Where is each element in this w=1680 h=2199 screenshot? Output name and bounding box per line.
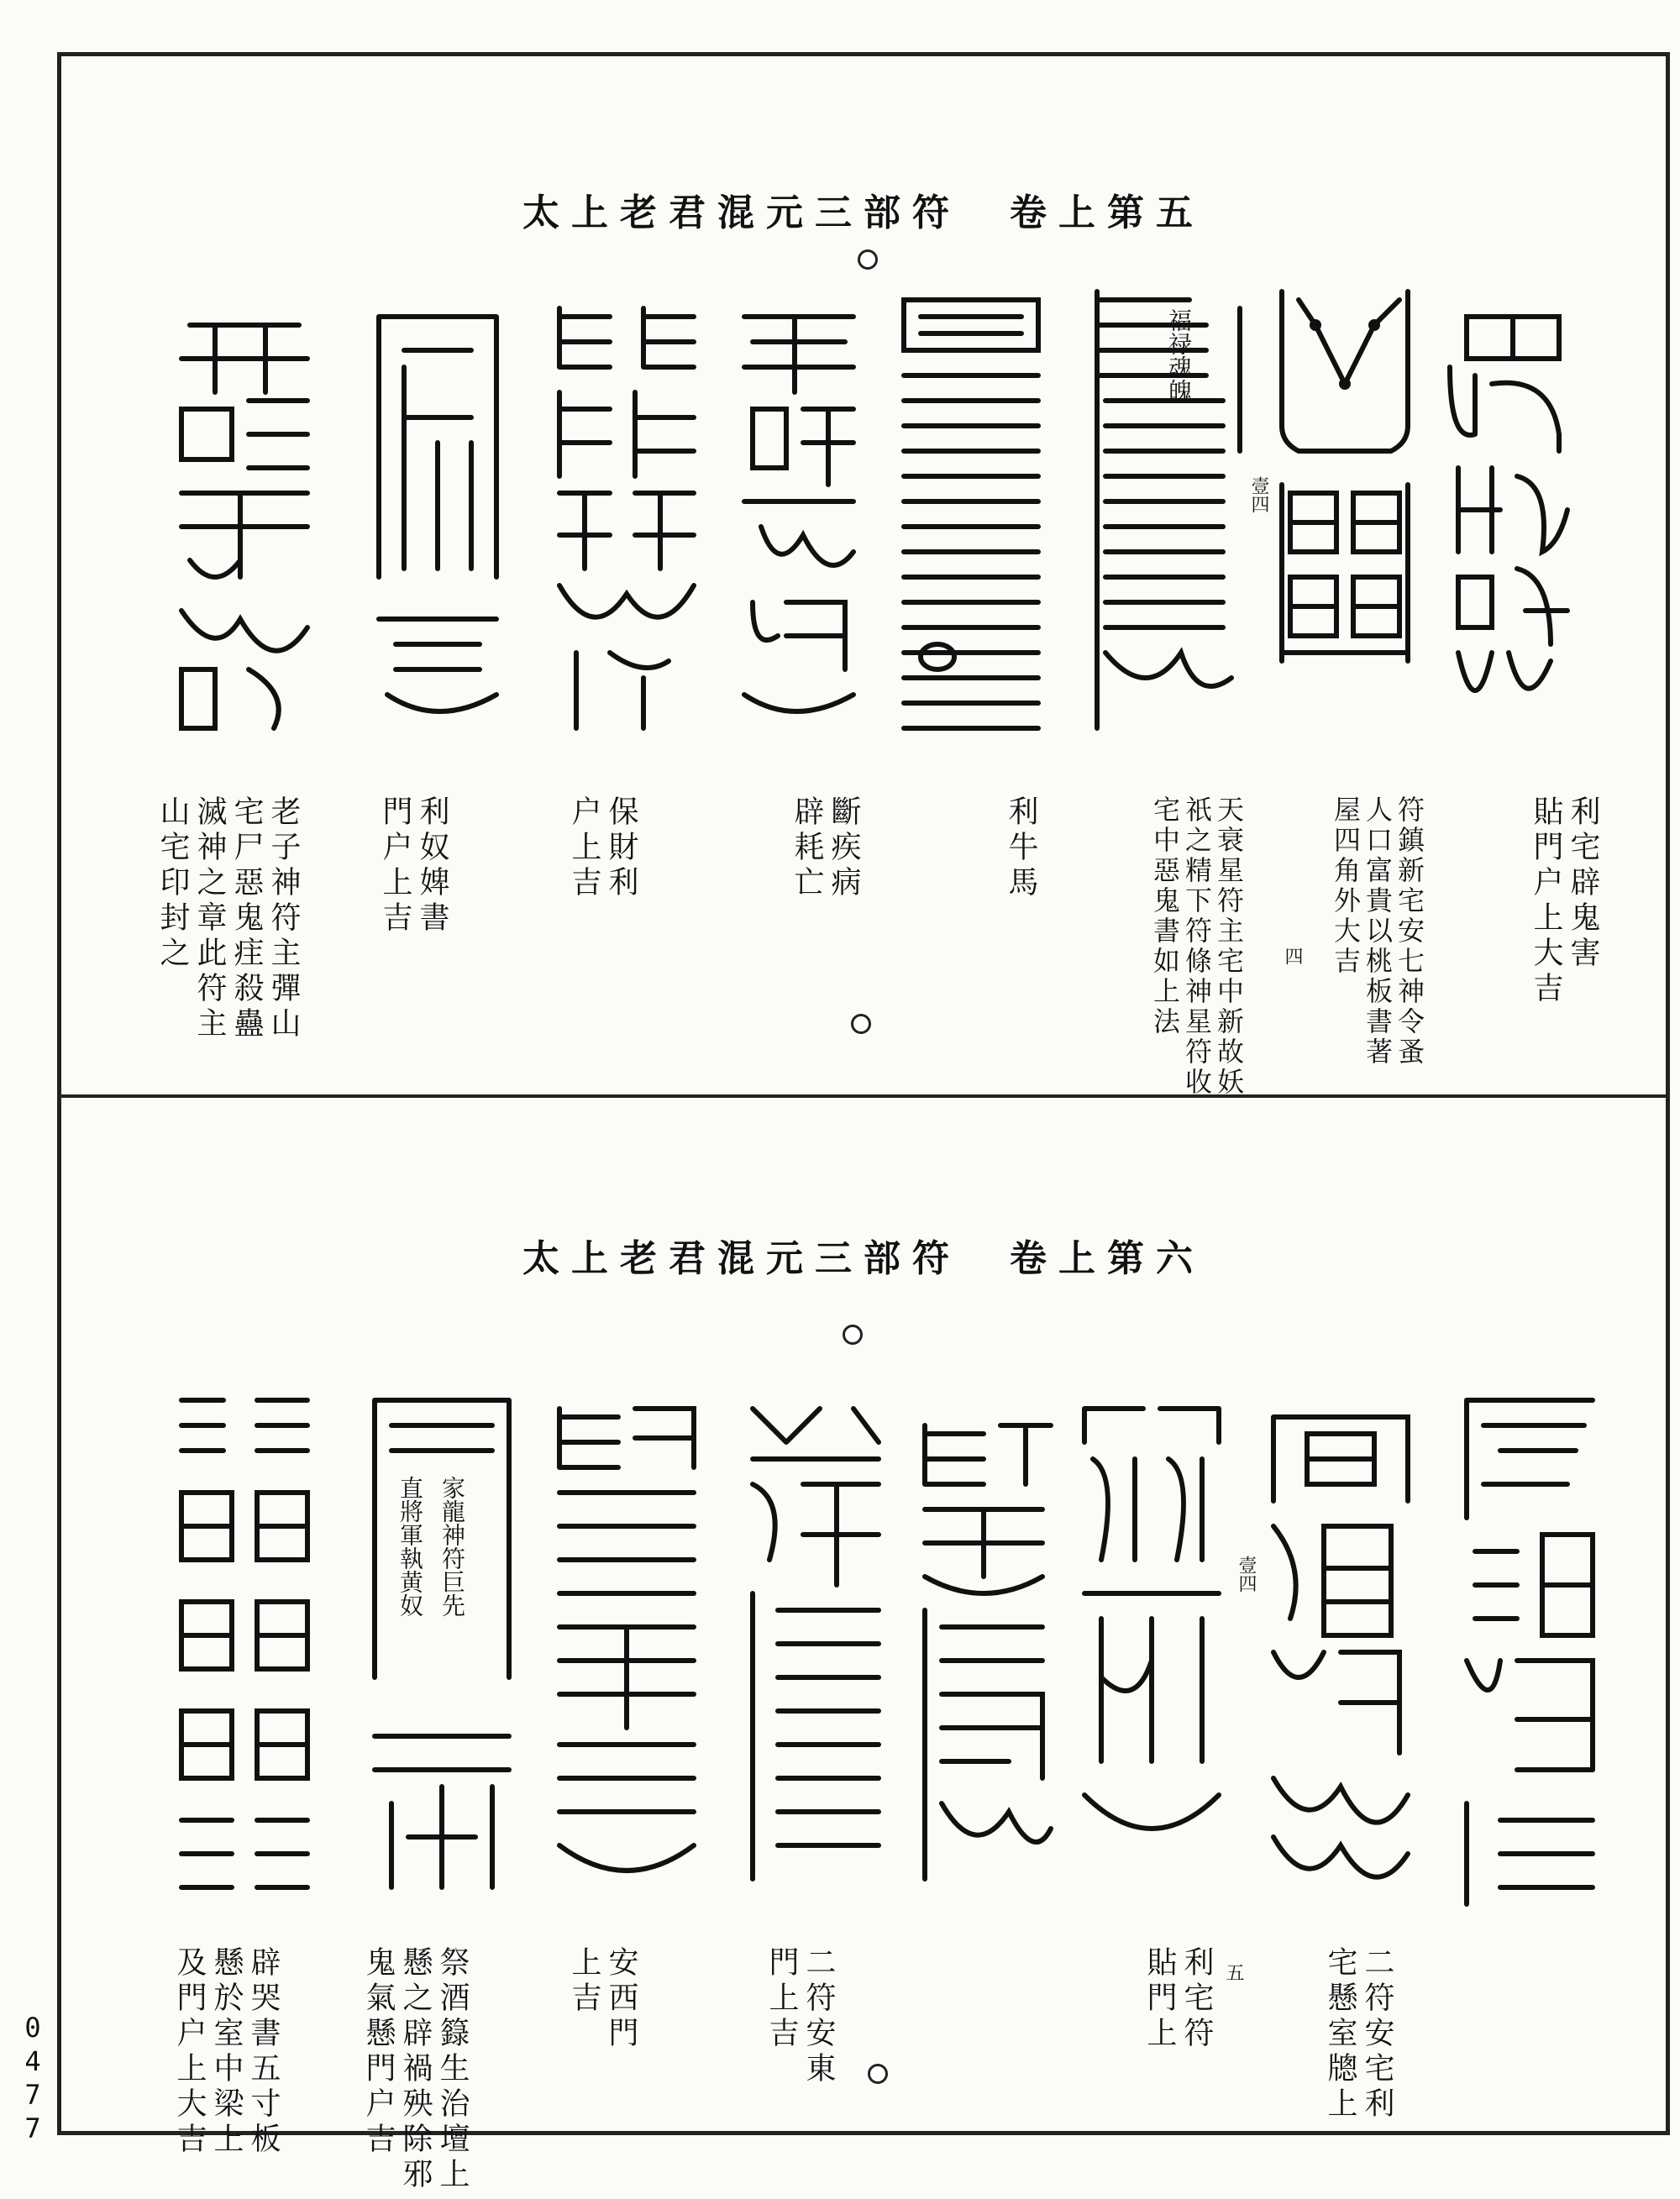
talisman-4 xyxy=(885,283,1055,753)
talisman-b5 xyxy=(733,1392,895,1904)
talisman-7 xyxy=(360,300,513,737)
bottom-page-panel xyxy=(61,1098,1666,2193)
bottom-caption-3: 二符安東 門上吉 xyxy=(764,1946,836,2087)
top-caption-1: 利宅辟鬼害 貼門户上大吉 xyxy=(1529,795,1600,1007)
top-caption-7: 利奴婢書 門户上吉 xyxy=(378,795,449,937)
bottom-running-head: 太上老君混元三部符 卷上第六 xyxy=(522,1237,1205,1280)
talisman-1-glyph xyxy=(1441,308,1576,728)
top-mark-1: 壹四 xyxy=(1248,476,1269,513)
talisman-6-glyph xyxy=(543,291,711,745)
talisman-b2-glyph xyxy=(1257,1400,1425,1913)
talisman-b4 xyxy=(906,1409,1059,1913)
bottom-caption-4: 安西門 上吉 xyxy=(567,1946,638,2052)
talisman-b5-glyph xyxy=(736,1392,895,1904)
talisman-4-glyph xyxy=(887,283,1055,753)
bottom-mark-2: 五 xyxy=(1223,1963,1244,1981)
binding-hole-bottom-2 xyxy=(868,2064,888,2084)
top-caption-4: 利牛馬 xyxy=(1004,795,1038,901)
top-caption-8: 老子神符主彈山 宅尸惡鬼疰殺蠱 滅神之章此符主 山宅印封之 xyxy=(155,795,301,1042)
top-page-panel xyxy=(61,56,1666,1098)
binding-hole-top-2 xyxy=(851,1014,871,1034)
top-running-head: 太上老君混元三部符 卷上第五 xyxy=(522,192,1205,234)
talisman-8 xyxy=(162,308,324,745)
talisman-b7 xyxy=(355,1383,526,1904)
top-caption-3: 天衰星符主宅中新故妖 祇之精下符條神星符收 宅中惡鬼書如上法 xyxy=(1149,795,1245,1098)
bottom-caption-2: 利宅符 貼門上 xyxy=(1142,1946,1214,2052)
talisman-3 xyxy=(1078,283,1248,737)
talisman-5 xyxy=(725,300,870,745)
talisman-8-glyph xyxy=(165,308,324,745)
page-frame xyxy=(57,52,1670,2193)
talisman-b1 xyxy=(1447,1383,1609,1921)
top-mark-2: 四 xyxy=(1282,947,1303,965)
bottom-caption-5: 祭酒籙生治壇上 懸之辟禍殃除邪 鬼氣懸門户吉 xyxy=(361,1946,470,2193)
talisman-b6 xyxy=(540,1392,711,1913)
talisman-b1-glyph xyxy=(1450,1383,1609,1921)
talisman-b3 xyxy=(1065,1392,1236,1913)
binding-hole-bottom-1 xyxy=(843,1325,863,1345)
binding-hole-top-1 xyxy=(858,249,878,270)
talisman-b4-glyph xyxy=(908,1409,1059,1913)
talisman-7-glyph xyxy=(362,300,513,737)
talisman-1 xyxy=(1439,308,1576,728)
top-caption-5: 斷疾病 辟耗亡 xyxy=(790,795,861,901)
talisman-3-inner-label: 福禄魂魄 xyxy=(1165,308,1193,402)
talisman-b2 xyxy=(1254,1400,1425,1913)
bottom-mark-1: 壹四 xyxy=(1236,1556,1257,1593)
talisman-b3-glyph xyxy=(1068,1392,1236,1913)
bottom-caption-1: 二符安宅利 宅懸室牕上 xyxy=(1323,1946,1394,2123)
talisman-b8 xyxy=(162,1383,324,1921)
top-caption-6: 保財利 户上吉 xyxy=(567,795,638,901)
talisman-b6-glyph xyxy=(543,1392,711,1913)
bottom-caption-6: 辟哭書五寸板 懸於室中梁上 及門户上大吉 xyxy=(172,1946,281,2158)
talisman-5-glyph xyxy=(727,300,870,745)
talisman-2-glyph xyxy=(1265,275,1425,762)
talisman-b7-inner-label-1: 家龍神符巨先 xyxy=(438,1476,466,1617)
talisman-b7-glyph xyxy=(358,1383,526,1904)
talisman-6 xyxy=(540,291,711,745)
talisman-b8-glyph xyxy=(165,1383,324,1921)
talisman-b7-inner-label-2: 直將軍執黄奴 xyxy=(396,1476,424,1617)
top-caption-2: 符鎮新宅安七神令蚤 人口富貴以桃板書著 屋四角外大吉 xyxy=(1330,795,1425,1068)
page-number: 0477 xyxy=(17,2012,49,2146)
talisman-2 xyxy=(1263,275,1425,762)
